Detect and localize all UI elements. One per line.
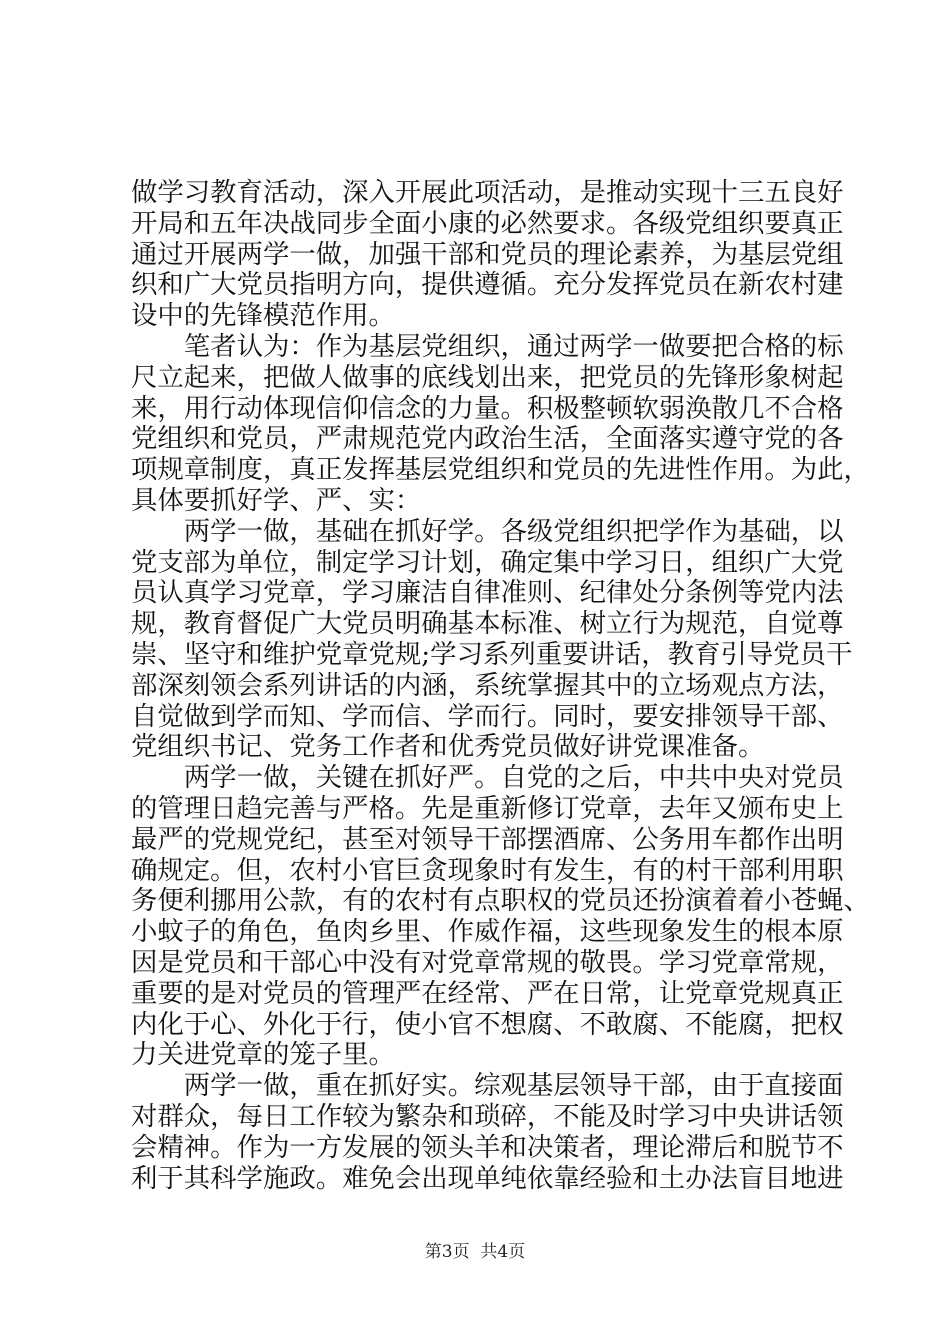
text-line: 党组织书记、党务工作者和优秀党员做好讲党课准备。 <box>131 731 765 763</box>
text-line: 内化于心、外化于行，使小官不想腐、不敢腐、不能腐，把权 <box>131 1008 844 1040</box>
paragraph <box>131 1070 844 1194</box>
page-total: 共4页 <box>480 1242 526 1262</box>
text-line: 最严的党规党纪，甚至对领导干部摆酒席、公务用车都作出明 <box>131 823 844 855</box>
text-line: 员认真学习党章，学习廉洁自律准则、纪律处分条例等党内法 <box>131 577 844 609</box>
text-line: 的管理日趋完善与严格。先是重新修订党章，去年又颁布史上 <box>131 792 844 824</box>
text-line: 利于其科学施政。难免会出现单纯依靠经验和土办法盲目地进 <box>131 1162 844 1194</box>
text-line: 尺立起来，把做人做事的底线划出来，把党员的先锋形象树起 <box>131 361 844 393</box>
text-line: 力关进党章的笼子里。 <box>131 1039 395 1071</box>
text-line: 两学一做，关键在抓好严。自党的之后，中共中央对党员 <box>183 762 844 794</box>
text-line: 部深刻领会系列讲话的内涵，系统掌握其中的立场观点方法， <box>131 669 844 701</box>
text-line: 设中的先锋模范作用。 <box>131 300 395 332</box>
text-line: 笔者认为：作为基层党组织，通过两学一做要把合格的标 <box>183 330 844 362</box>
paragraph <box>131 177 844 332</box>
text-line: 会精神。作为一方发展的领头羊和决策者，理论滞后和脱节不 <box>131 1131 844 1163</box>
text-line: 两学一做，重在抓好实。综观基层领导干部，由于直接面 <box>183 1070 844 1102</box>
document-body <box>131 177 870 1194</box>
text-line: 通过开展两学一做，加强干部和党员的理论素养，为基层党组 <box>131 238 844 270</box>
text-line: 织和广大党员指明方向，提供遵循。充分发挥党员在新农村建 <box>131 269 844 301</box>
text-line: 重要的是对党员的管理严在经常、严在日常，让党章党规真正 <box>131 977 844 1009</box>
page-footer <box>0 1241 950 1263</box>
text-line: 项规章制度，真正发挥基层党组织和党员的先进性作用。为此， <box>131 454 870 486</box>
text-line: 两学一做，基础在抓好学。各级党组织把学作为基础，以 <box>183 515 844 547</box>
paragraph <box>131 330 870 517</box>
text-line: 对群众，每日工作较为繁杂和琐碎，不能及时学习中央讲话领 <box>131 1100 844 1132</box>
footer-separator <box>470 1242 481 1262</box>
text-line: 崇、坚守和维护党章党规;学习系列重要讲话，教育引导党员干 <box>131 638 853 670</box>
text-line: 开局和五年决战同步全面小康的必然要求。各级党组织要真正 <box>131 207 844 239</box>
text-line: 规，教育督促广大党员明确基本标准、树立行为规范，自觉尊 <box>131 608 844 640</box>
text-line: 来，用行动体现信仰信念的力量。积极整顿软弱涣散几不合格 <box>131 392 844 424</box>
paragraph <box>131 515 853 763</box>
text-line: 党组织和党员，严肃规范党内政治生活，全面落实遵守党的各 <box>131 423 844 455</box>
text-line: 自觉做到学而知、学而信、学而行。同时，要安排领导干部、 <box>131 700 844 732</box>
text-line: 因是党员和干部心中没有对党章常规的敬畏。学习党章常规， <box>131 946 844 978</box>
text-line: 党支部为单位，制定学习计划，确定集中学习日，组织广大党 <box>131 546 844 578</box>
text-line: 确规定。但，农村小官巨贪现象时有发生，有的村干部利用职 <box>131 854 844 886</box>
text-line: 小蚊子的角色，鱼肉乡里、作威作福，这些现象发生的根本原 <box>131 916 844 948</box>
text-line: 务便利挪用公款，有的农村有点职权的党员还扮演着着小苍蝇、 <box>131 885 870 917</box>
text-line: 具体要抓好学、严、实： <box>131 484 422 516</box>
page-number: 第3页 <box>424 1242 470 1262</box>
text-line: 做学习教育活动，深入开展此项活动，是推动实现十三五良好 <box>131 177 844 208</box>
paragraph <box>131 762 870 1071</box>
